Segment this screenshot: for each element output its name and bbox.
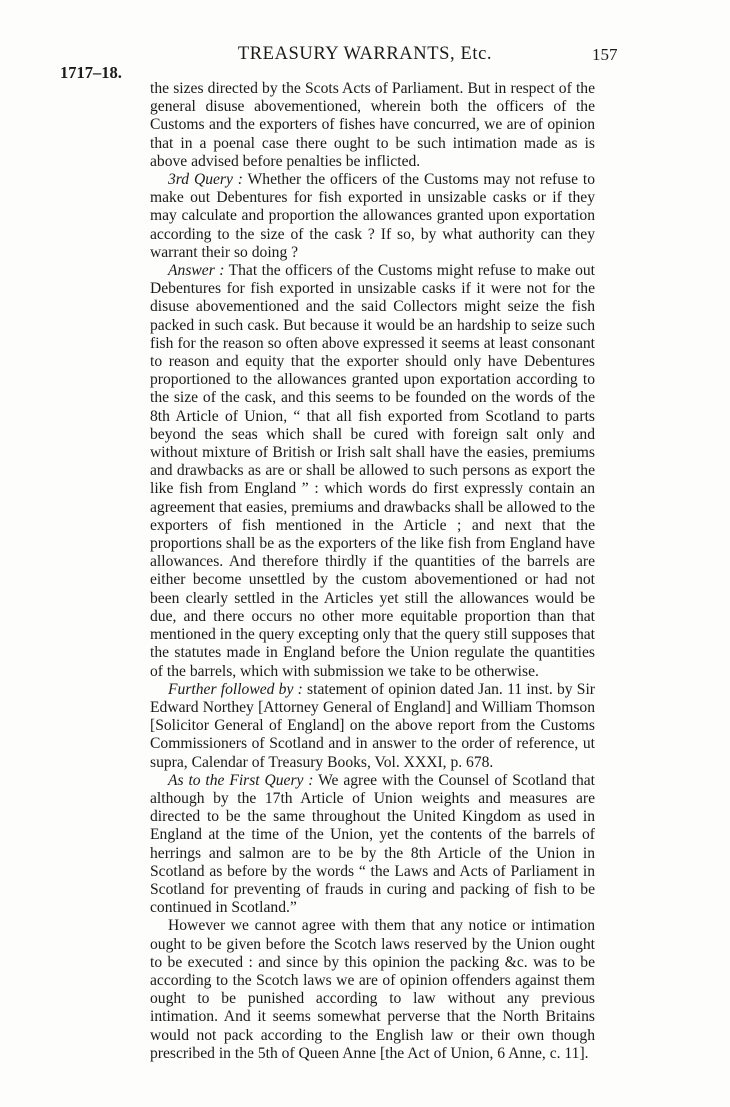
paragraph-text: Whether the officers of the Customs may not refuse to make out Debentures for fish exported in unsizable casks or if they may calculate and proportion the allowances granted upon exportation according to the size of the cask ? If so, by what authority can they warrant their so doing ? [150,171,595,261]
paragraph-lead: As to the First Query : [168,771,314,789]
paragraph-text: the sizes directed by the Scots Acts of Parliament. But in respect of the general disuse abovementioned, wherein both the officers of the Customs and the exporters of fishes have concurred, we are of opinion that in a poenal case there ought to be such intimation made as is above advised before penalties be inflicted. [150,80,595,170]
paragraph-text: We agree with the Counsel of Scotland that although by the 17th Article of Union weights and measures are directed to be the same throughout the United Kingdom as used in England at the time of the Union, yet the contents of the barrels of herrings and salmon are to be by the 8th Article of the Union in Scotland as before by the words “ the Laws and Acts of Parliament in Scotland for preventing of frauds in curing and packing of fish to be continued in Scotland.” [150,771,595,917]
running-header-title: TREASURY WARRANTS, Etc. [237,44,493,64]
paragraph-text: That the officers of the Customs might refuse to make out Debentures for fish exported in unsizable casks if it were not for the disuse abovementioned and the said Collectors might seize the fish packed in such cask. But because it would be an hardship to seize such fish for the reason so often above expressed it seems at least consonant to reason and equity that the exporter should only have Debentures proportioned to the allowances granted upon exportation according to the size of the cask, and this seems to be founded on the words of the 8th Article of Union, “ that all fish exported from Scotland to parts beyond the seas which shall be cured with foreign salt only and without mixture of British or Irish salt shall have the easies, premiums and drawbacks as are or shall be allowed to such persons as export the like fish from England ” : which words do first expressly contain an agreement that easies, premiums and drawbacks shall be allowed to the exporters of fish mentioned in the Article ; and next that the proportions shall be as the exporters of the like fish from England have allowances. And therefore thirdly if the quantities of the barrels are either become unsettled by the custom abovementioned or had not been clearly settled in the Articles yet still the allowances would be due, and there occurs no other more equitable proportion than that mentioned in the query excepting only that the query still supposes that the statutes made in England before the Union regulate the quantities of the barrels, which with submission we take to be otherwise. [150,262,595,680]
paragraph-however [150,917,595,1063]
paragraph-lead: Further followed by : [168,680,303,698]
paragraph-text: statement of opinion dated Jan. 11 inst. by Sir Edward Northey [Attorney General of England] and William Thomson [Solicitor General of England] on the above report from the Customs Commissioners of Scotland and in answer to the order of reference, ut supra, Calendar of Treasury Books, Vol. XXXI, p. 678. [150,680,595,771]
year-marginal-label: 1717–18. [60,63,122,82]
paragraph-third-query [150,171,595,262]
paragraph-lead: 3rd Query : [168,171,243,189]
main-text-body [150,80,595,1063]
paragraph-first-query [150,772,595,918]
paragraph-lead: Answer : [168,262,225,280]
paragraph-further-followed [150,681,595,772]
paragraph-answer [150,262,595,681]
paragraph-text: However we cannot agree with them that any notice or intimation ought to be given before the Scotch laws reserved by the Union ought to be executed : and since by this opinion the packing &c. was to be according to the Scotch laws we are of opinion offenders against them ought to be punished according to law without any previous intimation. And it seems somewhat perverse that the North Britains would not pack according to the English law or their own though prescribed in the 5th of Queen Anne [the Act of Union, 6 Anne, c. 11]. [150,917,595,1062]
paragraph-continuation [150,80,595,171]
page-number: 157 [592,45,618,64]
